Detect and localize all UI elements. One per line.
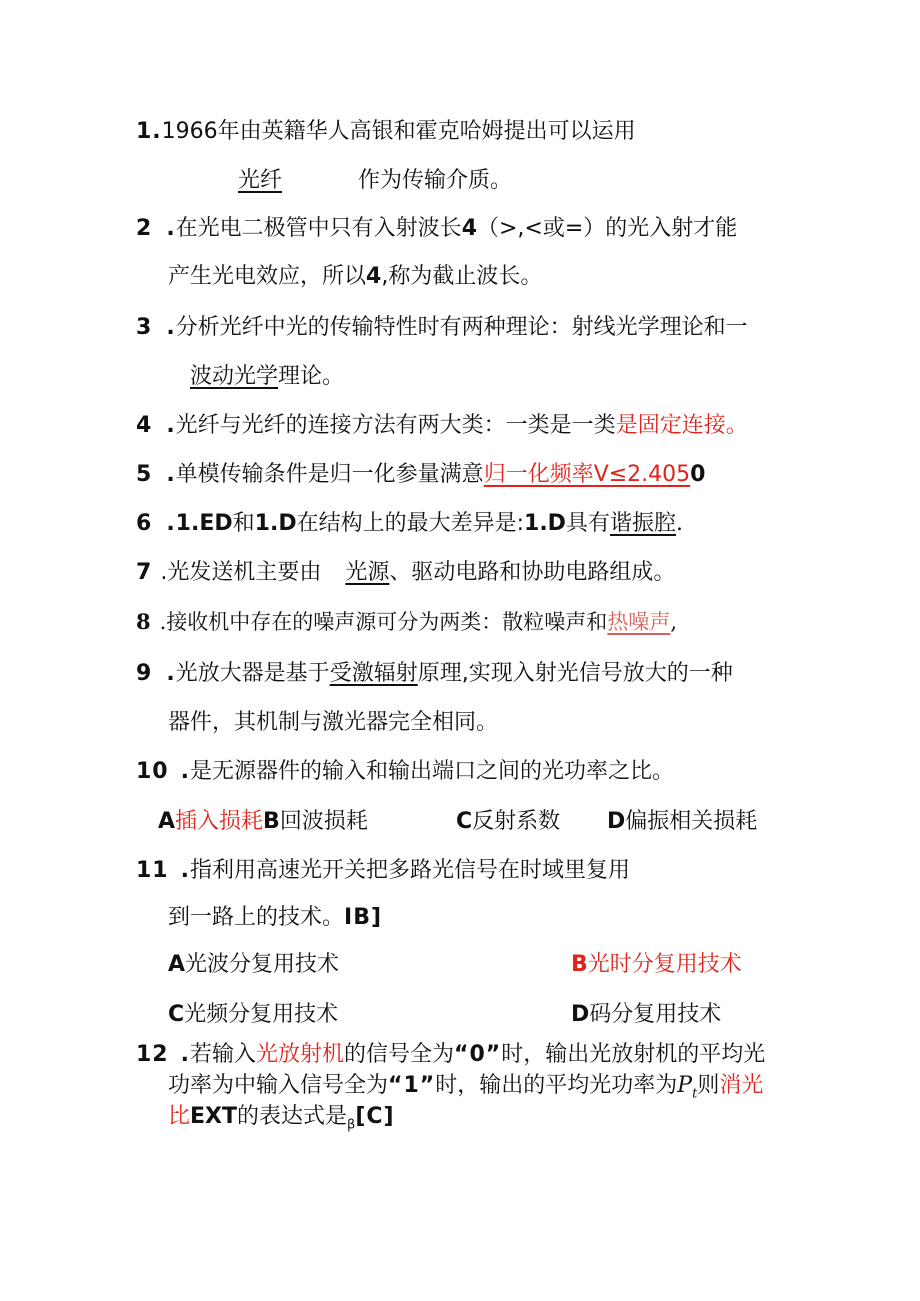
q12-pt-symbol: P — [677, 1073, 693, 1098]
q1-tail: 作为传输介质。 — [358, 168, 513, 193]
q10-option-a: A插入损耗B回波损耗 — [158, 809, 368, 834]
q11-option-b: B光时分复用技术 — [571, 952, 742, 977]
q9-line2: 器件，其机制与激光器完全相同。 — [168, 710, 499, 735]
q12-line1: 12 .若输入光放射机的信号全为“0”时，输出光放射机的平均光 — [136, 1042, 766, 1067]
q2-number: 2 — [136, 216, 153, 241]
q6-number: 6 — [136, 511, 153, 536]
q1-blank: 光纤 — [238, 168, 283, 193]
q5-answer: 归一化频率V≤2.405 — [483, 462, 691, 487]
q11-answer-tag: IB] — [344, 905, 383, 930]
q3-number: 3 — [136, 315, 153, 340]
q1-line2 — [238, 166, 512, 196]
q2-line1: 2 .在光电二极管中只有入射波长4（>,<或=）的光入射才能 — [136, 216, 738, 241]
q1-text: 1966年由英籍华人高银和霍克哈姆提出可以运用 — [161, 119, 636, 144]
q8-answer: 热噪声 — [607, 610, 671, 634]
q9-blank: 受激辐射 — [329, 661, 418, 686]
q3-text: 分析光纤中光的传输特性时有两种理论：射线光学理论和一 — [175, 315, 748, 340]
q2-text-b: 的光入射才能 — [605, 216, 738, 241]
q4-text: 光纤与光纤的连接方法有两大类：一类是一类 — [175, 413, 616, 438]
q2-text-a: 在光电二极管中只有入射波长 — [175, 216, 462, 241]
q10-line: 10 .是无源器件的输入和输出端口之间的光功率之比。 — [136, 759, 674, 784]
q2-value-2: 4 — [366, 264, 382, 289]
q9-line1: 9 .光放大器是基于受激辐射原理,实现入射光信号放大的一种 — [136, 661, 733, 686]
q4-number: 4 — [136, 413, 153, 438]
q2-paren: （>,<或=） — [477, 216, 606, 241]
q12-number: 12 — [136, 1042, 169, 1067]
q1-line1 — [136, 117, 636, 147]
q11-line1: 11 .指利用高速光开关把多路光信号在时域里复用 — [136, 858, 630, 883]
q10-number: 10 — [136, 759, 169, 784]
q4-answer: 是固定连接。 — [615, 413, 748, 438]
q12-line3: 比EXT的表达式是$_\beta$[C] — [168, 1104, 395, 1133]
q3-line1: 3 .分析光纤中光的传输特性时有两种理论：射线光学理论和一 — [136, 315, 748, 340]
q12-red-term: 光放射机 — [256, 1042, 345, 1067]
q8-text: 接收机中存在的噪声源可分为两类：散粒噪声和 — [166, 610, 608, 634]
q11-text: 指利用高速光开关把多路光信号在时域里复用 — [189, 858, 630, 883]
q10-option-c: C反射系数 — [456, 809, 561, 834]
q2-value-1: 4 — [461, 216, 477, 241]
q7-number: 7 — [136, 560, 153, 585]
q5-number: 5 — [136, 462, 153, 487]
q5-line: 5 .单模传输条件是归一化参量满意归一化频率V≤2.4050 — [136, 462, 706, 487]
q7-text: 光发送机主要由 — [167, 560, 322, 585]
q3-line2: 波动光学理论。 — [190, 364, 345, 389]
q11-option-d: D码分复用技术 — [571, 1002, 722, 1027]
q12-line2: 功率为中输入信号全为“1”时，输出的平均光功率为$P_t$则消光 — [168, 1073, 764, 1102]
q9-number: 9 — [136, 661, 153, 686]
q10-option-d: D偏振相关损耗 — [607, 809, 758, 834]
q1-number: 1. — [136, 119, 162, 144]
q8-line: 8 .接收机中存在的噪声源可分为两类：散粒噪声和热噪声, — [136, 609, 677, 634]
q3-blank: 波动光学 — [190, 364, 279, 389]
q11-number: 11 — [136, 858, 169, 883]
q11-option-c: C光频分复用技术 — [168, 1002, 339, 1027]
q4-line: 4 .光纤与光纤的连接方法有两大类：一类是一类是固定连接。 — [136, 413, 748, 438]
q11-line2: 到一路上的技术。IB] — [168, 905, 383, 930]
q11-option-a: A光波分复用技术 — [168, 952, 340, 977]
q7-blank: 光源 — [345, 560, 390, 585]
q10-text: 是无源器件的输入和输出端口之间的光功率之比。 — [189, 759, 674, 784]
q2-line2: 产生光电效应，所以4,称为截止波长。 — [168, 264, 543, 289]
q6-blank: 谐振腔 — [609, 511, 676, 536]
q7-line: 7 .光发送机主要由 光源、驱动电路和协助电路组成。 — [136, 560, 676, 585]
q12-answer-tag: [C] — [355, 1104, 395, 1129]
q8-number: 8 — [136, 609, 152, 634]
q5-text: 单模传输条件是归一化参量满意 — [175, 462, 484, 487]
q6-line: 6 .1.ED和1.D在结构上的最大差异是:1.D具有谐振腔. — [136, 511, 683, 536]
